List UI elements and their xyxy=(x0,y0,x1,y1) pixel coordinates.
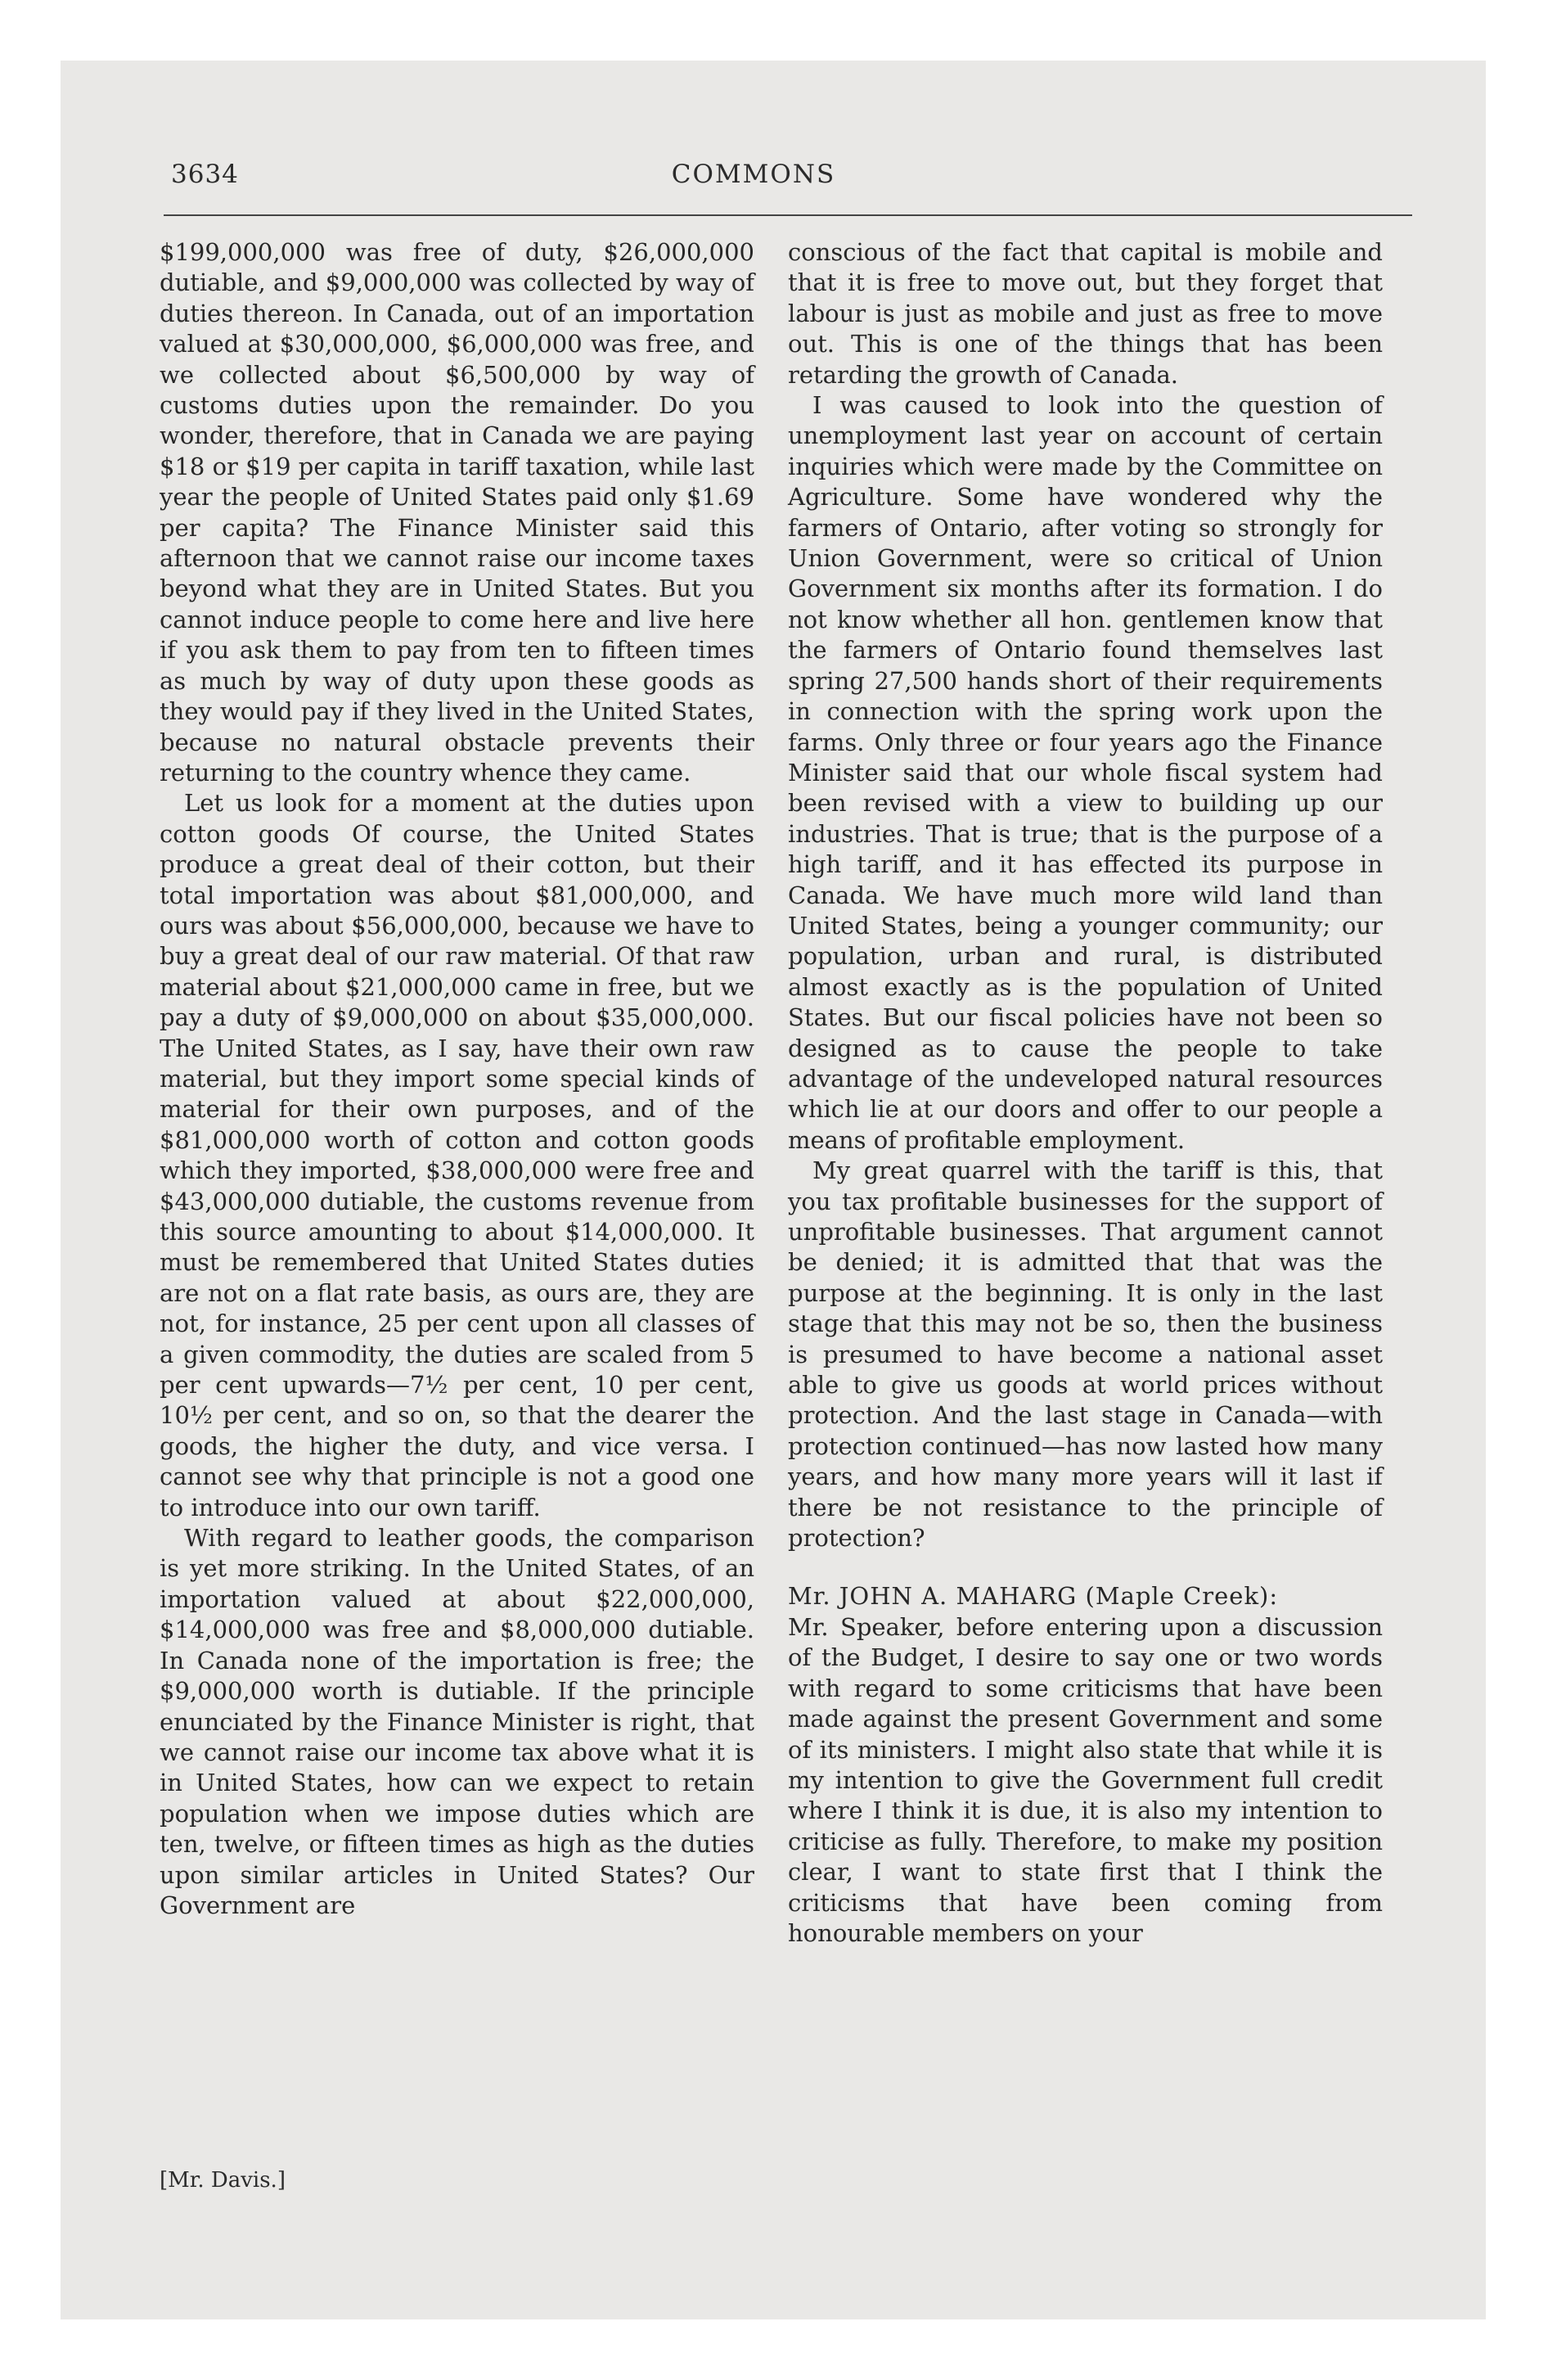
right-column xyxy=(788,237,1383,1949)
speaker-heading xyxy=(788,1581,1383,1611)
paragraph: $199,000,000 was free of duty, $26,000,000 dutiable, and $9,000,000 was collected by way of duties thereon. In Canada, out of an importation valued at $30,000,000, $6,000,000 was free, and we collected about $6,500,000 by way of customs duties upon the remainder. Do you wonder, therefore, that in Canada we are paying $18 or $19 per capita in tariff taxation, while last year the people of United States paid only $1.69 per capita? The Finance Minister said this afternoon that we cannot raise our income taxes beyond what they are in United States. But you cannot induce people to come here and live here if you ask them to pay from ten to fifteen times as much by way of duty upon these goods as they would pay if they lived in the United States, because no natural obstacle prevents their returning to the country whence they came. xyxy=(160,238,754,787)
speaker-name: Mr. JOHN A. MAHARG (Maple Creek): xyxy=(788,1582,1279,1611)
page-header xyxy=(95,160,1412,192)
paragraph: With regard to leather goods, the comparison is yet more striking. In the United States, of an importation valued at about $22,000,000, $14,000,000 was free and $8,000,000 dutiable. In Canada none of the importation is free; the $9,000,000 worth is dutiable. If the principle enunciated by the Finance Minister is right, that we cannot raise our income tax above what it is in United States, how can we expect to retain population when we impose duties which are ten, twelve, or fifteen times as high as the duties upon similar articles in United States? Our Government are xyxy=(160,1524,754,1919)
paragraph: I was caused to look into the question of unemployment last year on account of certain inquiries which were made by the Committee on Agriculture. Some have wondered why the farmers of Ontario, after voting so strongly for Union Government, were so critical of Union Government six months after its formation. I do not know whether all hon. gentlemen know that the farmers of Ontario found themselves last spring 27,500 hands short of their requirements in connection with the spring work upon the farms. Only three or four years ago the Finance Minister said that our whole fiscal system had been revised with a view to building up our industries. That is true; that is the purpose of a high tariff, and it has effected its purpose in Canada. We have much more wild land than United States, being a younger community; our population, urban and rural, is distributed almost exactly as is the population of United States. But our fiscal policies have not been so designed as to cause the people to take advantage of the undeveloped natural resources which lie at our doors and offer to our people a means of profitable employment. xyxy=(788,391,1383,1154)
running-head: COMMONS xyxy=(671,160,836,189)
page-number: 3634 xyxy=(171,160,239,189)
paragraph: My great quarrel with the tariff is this, that you tax profitable businesses for the support of unprofitable businesses. That argument cannot be denied; it is admitted that that was the purpose at the beginning. It is only in the last stage that this may not be so, then the business is presumed to have become a national asset able to give us goods at world prices without protection. And the last stage in Canada—with protection continued—has now lasted how many years, and how many more years will it last if there be not resistance to the principle of protection? xyxy=(788,1156,1383,1553)
header-rule xyxy=(164,214,1412,216)
paragraph: Mr. Speaker, before entering upon a discussion of the Budget, I desire to say one or two words with regard to some criticisms that have been made against the present Government and some of its ministers. I might also state that while it is my intention to give the Government full credit where I think it is due, it is also my intention to criticise as fully. Therefore, to make my position clear, I want to state first that I think the criticisms that have been coming from honourable members on your xyxy=(788,1612,1383,1947)
paragraph: conscious of the fact that capital is mobile and that it is free to move out, but they forget that labour is just as mobile and just as free to move out. This is one of the things that has been retarding the growth of Canada. xyxy=(788,238,1383,389)
left-column xyxy=(160,237,754,1921)
speaker-attribution: [Mr. Davis.] xyxy=(160,2168,286,2193)
paragraph: Let us look for a moment at the duties upon cotton goods Of course, the United States produce a great deal of their cotton, but their total importation was about $81,000,000, and ours was about $56,000,000, because we have to buy a great deal of our raw material. Of that raw material about $21,000,000 came in free, but we pay a duty of $9,000,000 on about $35,000,000. The United States, as I say, have their own raw material, but they import some special kinds of material for their own purposes, and of the $81,000,000 worth of cotton and cotton goods which they imported, $38,000,000 were free and $43,000,000 dutiable, the customs revenue from this source amounting to about $14,000,000. It must be remembered that United States duties are not on a flat rate basis, as ours are, they are not, for instance, 25 per cent upon all classes of a given commodity, the duties are scaled from 5 per cent upwards—7½ per cent, 10 per cent, 10½ per cent, and so on, so that the dearer the goods, the higher the duty, and vice versa. I cannot see why that principle is not a good one to introduce into our own tariff. xyxy=(160,789,754,1521)
